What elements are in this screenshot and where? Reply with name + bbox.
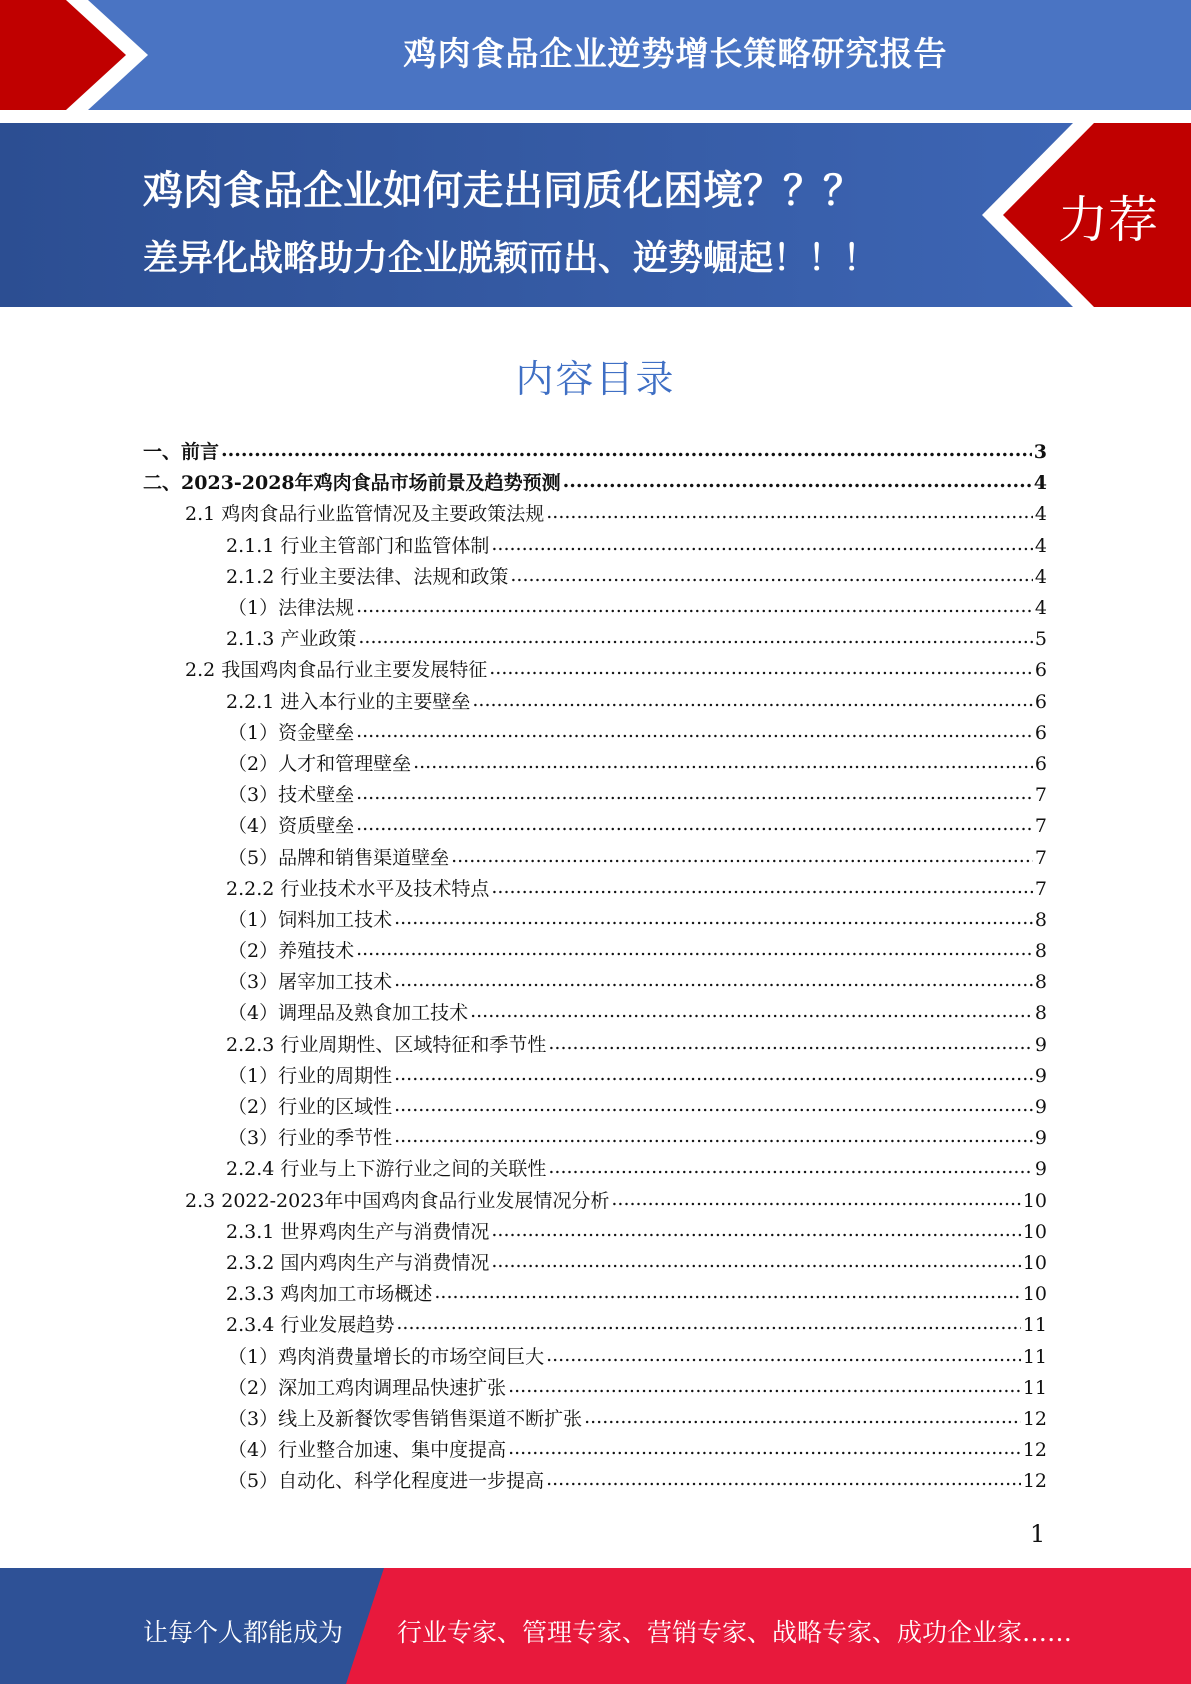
toc-entry[interactable]: （1）行业的周期性 ..... 9	[143, 1061, 1047, 1092]
toc-entry[interactable]: （1）饲料加工技术 ..... 8	[143, 905, 1047, 936]
toc-entry[interactable]: 一、前言 ..... 3	[143, 437, 1047, 468]
toc-entry[interactable]: （1）法律法规 ..... 4	[143, 593, 1047, 624]
footer-banner	[0, 1568, 1191, 1684]
toc-entry[interactable]: 2.2.1 进入本行业的主要壁垒 ..... 6	[143, 687, 1047, 718]
toc-entry[interactable]: 2.3.4 行业发展趋势 ..... 11	[143, 1310, 1047, 1341]
page-number: 1	[1030, 1520, 1046, 1548]
banner-headline: 鸡肉食品企业如何走出同质化困境？？？	[143, 168, 863, 214]
toc-entry[interactable]: （4）调理品及熟食加工技术 ..... 8	[143, 998, 1047, 1029]
toc-entry[interactable]: 2.3.3 鸡肉加工市场概述 ..... 10	[143, 1279, 1047, 1310]
recommend-badge: 力荐	[1058, 191, 1158, 249]
toc-entry[interactable]: 2.1 鸡肉食品行业监管情况及主要政策法规 ..... 4	[143, 499, 1047, 530]
toc-entry[interactable]: （1）资金壁垒 ..... 6	[143, 718, 1047, 749]
toc-entry[interactable]: （4）资质壁垒 ..... 7	[143, 811, 1047, 842]
toc-title: 内容目录	[515, 357, 676, 401]
report-title: 鸡肉食品企业逆势增长策略研究报告	[403, 34, 948, 73]
toc-entry[interactable]: （2）深加工鸡肉调理品快速扩张 ..... 11	[143, 1373, 1047, 1404]
footer-slogan-left: 让每个人都能成为	[143, 1618, 344, 1647]
toc-entry[interactable]: 2.2.3 行业周期性、区域特征和季节性 ..... 9	[143, 1030, 1047, 1061]
toc-entry[interactable]: 二、2023-2028年鸡肉食品市场前景及趋势预测 ..... 4	[143, 468, 1047, 499]
toc-entry[interactable]: （2）人才和管理壁垒 ..... 6	[143, 749, 1047, 780]
toc-entry[interactable]: （4）行业整合加速、集中度提高 ..... 12	[143, 1435, 1047, 1466]
toc-entry[interactable]: 2.3.2 国内鸡肉生产与消费情况 ..... 10	[143, 1248, 1047, 1279]
toc-entry[interactable]: 2.3 2022-2023年中国鸡肉食品行业发展情况分析 ..... 10	[143, 1186, 1047, 1217]
table-of-contents	[143, 437, 1047, 1497]
toc-entry[interactable]: 2.1.1 行业主管部门和监管体制 ..... 4	[143, 531, 1047, 562]
toc-entry[interactable]: 2.2 我国鸡肉食品行业主要发展特征 ..... 6	[143, 655, 1047, 686]
toc-entry[interactable]: （3）屠宰加工技术 ..... 8	[143, 967, 1047, 998]
toc-entry[interactable]: （3）线上及新餐饮零售销售渠道不断扩张 ..... 12	[143, 1404, 1047, 1435]
toc-entry[interactable]: 2.3.1 世界鸡肉生产与消费情况 ..... 10	[143, 1217, 1047, 1248]
toc-entry[interactable]: （3）技术壁垒 ..... 7	[143, 780, 1047, 811]
toc-entry[interactable]: （5）自动化、科学化程度进一步提高 ..... 12	[143, 1466, 1047, 1497]
red-chevron-decoration	[0, 0, 150, 110]
headline-banner	[0, 123, 1191, 307]
toc-entry[interactable]: （1）鸡肉消费量增长的市场空间巨大 ..... 11	[143, 1341, 1047, 1372]
toc-entry[interactable]: 2.1.3 产业政策 ..... 5	[143, 624, 1047, 655]
toc-entry[interactable]: 2.2.2 行业技术水平及技术特点 ..... 7	[143, 874, 1047, 905]
toc-entry[interactable]: 2.2.4 行业与上下游行业之间的关联性 ..... 9	[143, 1154, 1047, 1185]
toc-entry[interactable]: （2）行业的区域性 ..... 9	[143, 1092, 1047, 1123]
toc-entry[interactable]: （5）品牌和销售渠道壁垒 ..... 7	[143, 842, 1047, 873]
toc-entry[interactable]: 2.1.2 行业主要法律、法规和政策 ..... 4	[143, 562, 1047, 593]
toc-entry[interactable]: （2）养殖技术 ..... 8	[143, 936, 1047, 967]
report-header	[0, 0, 1191, 110]
footer-slogan-right: 行业专家、管理专家、营销专家、战略专家、成功企业家……	[397, 1618, 1073, 1647]
toc-entry[interactable]: （3）行业的季节性 ..... 9	[143, 1123, 1047, 1154]
banner-subheadline: 差异化战略助力企业脱颖而出、逆势崛起！！！	[143, 239, 879, 279]
